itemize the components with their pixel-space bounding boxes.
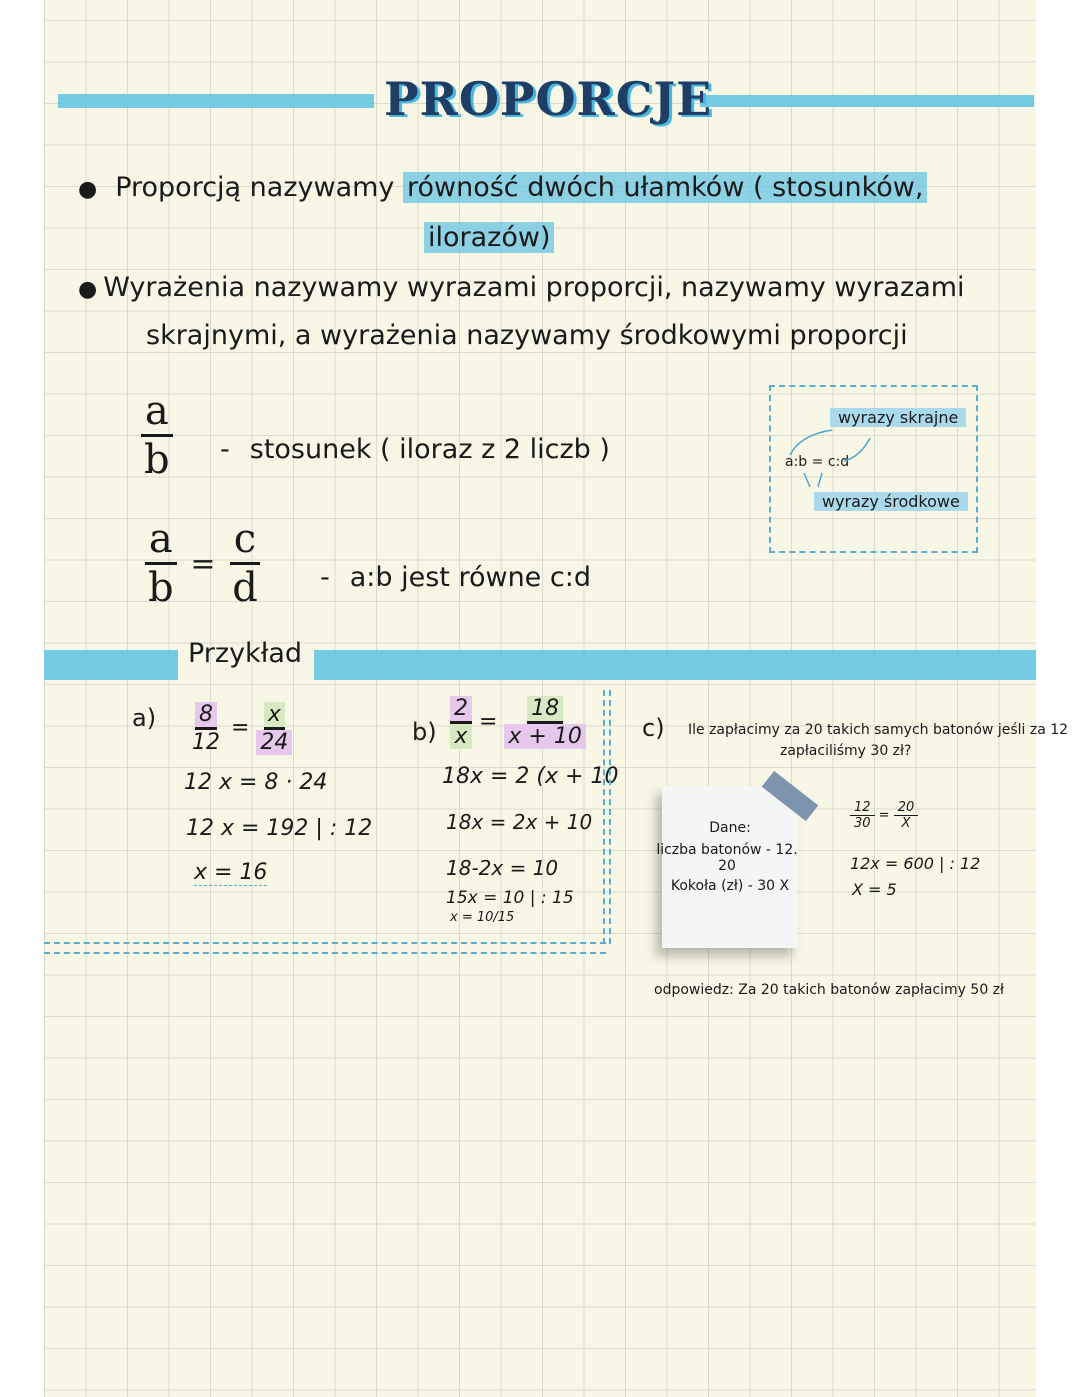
divider-vertical — [603, 690, 611, 944]
example-b-proportion: $\frac{2}{x}$ = $\frac{18}{x + 10}$ — [450, 696, 586, 749]
title-bar-right — [700, 95, 1034, 107]
example-heading: Przykład — [188, 638, 303, 669]
example-bar-left — [44, 650, 178, 680]
proportion-definition: - a:b jest równe c:d — [320, 562, 591, 593]
example-c-step: 12x = 600 | : 12 — [850, 854, 981, 873]
example-c-answer: odpowiedz: Za 20 takich batonów zapłacimy 50 zł — [654, 982, 1005, 998]
note-row: liczba batonów - 12. 20 — [656, 842, 798, 874]
bullet-1-text: Proporcją nazywamy — [115, 172, 403, 203]
example-c-label: c) — [642, 714, 665, 742]
example-c-proportion: $\frac{12}{30}$ = $\frac{20}{X}$ — [850, 800, 918, 831]
example-a-step: 12 x = 8 · 24 — [184, 770, 328, 795]
proportion-equation: $\frac{a}{b}$ = $\frac{c}{d}$ — [144, 516, 262, 611]
bullet-2-line2: skrajnymi, a wyrażenia nazywamy środkowymi proporcji — [146, 320, 908, 351]
example-b-step: 15x = 10 | : 15 — [446, 888, 574, 908]
arrow-icons — [780, 425, 880, 495]
example-a-step: 12 x = 192 | : 12 — [186, 816, 373, 841]
bullet-2: ● Wyrażenia nazywamy wyrazami proporcji, nazywamy wyrazami — [78, 272, 965, 303]
note-title: Dane: — [709, 820, 751, 836]
example-bar-right — [314, 650, 1036, 680]
example-a-result: x = 16 — [194, 860, 268, 885]
example-c-question: Ile zapłacimy za 20 takich samych batonów jeśli za 12 — [688, 722, 1069, 738]
bullet-1: ● Proporcją nazywamy równość dwóch ułamków ( stosunków, — [78, 172, 927, 203]
ratio-fraction: $\frac{a}{b}$ — [140, 388, 174, 483]
example-a-label: a) — [132, 704, 157, 732]
sticky-note — [656, 786, 798, 948]
example-b-label: b) — [412, 718, 437, 746]
example-b-step: 18-2x = 10 — [446, 856, 559, 880]
ratio-definition: - stosunek ( iloraz z 2 liczb ) — [220, 434, 610, 465]
divider-horizontal — [44, 942, 606, 954]
title-bar-left — [58, 94, 374, 108]
example-b-step: 18x = 2x + 10 — [446, 810, 593, 834]
example-a-proportion: $\frac{8}{12}$ = $\frac{x}{24}$ — [188, 702, 292, 755]
example-b-result: x = 10/15 — [450, 910, 515, 925]
bullet-2-text: Wyrażenia nazywamy wyrazami proporcji, nazywamy wyrazami — [103, 272, 965, 303]
note-row: Kokoła (zł) - 30 X — [670, 878, 790, 894]
label-means: wyrazy środkowe — [814, 492, 968, 511]
bullet-1-line2: ilorazów) — [424, 222, 554, 253]
page-title: PROPORCJE — [384, 72, 713, 126]
bullet-1-highlight: równość dwóch ułamków ( stosunków, — [403, 172, 927, 203]
diagram-equation: a:b = c:d — [785, 454, 850, 470]
label-extremes: wyrazy skrajne — [830, 408, 966, 427]
example-b-step: 18x = 2 (x + 10 — [442, 764, 619, 789]
example-c-result: X = 5 — [852, 880, 897, 899]
example-c-question-2: zapłaciliśmy 30 zł? — [780, 743, 912, 759]
